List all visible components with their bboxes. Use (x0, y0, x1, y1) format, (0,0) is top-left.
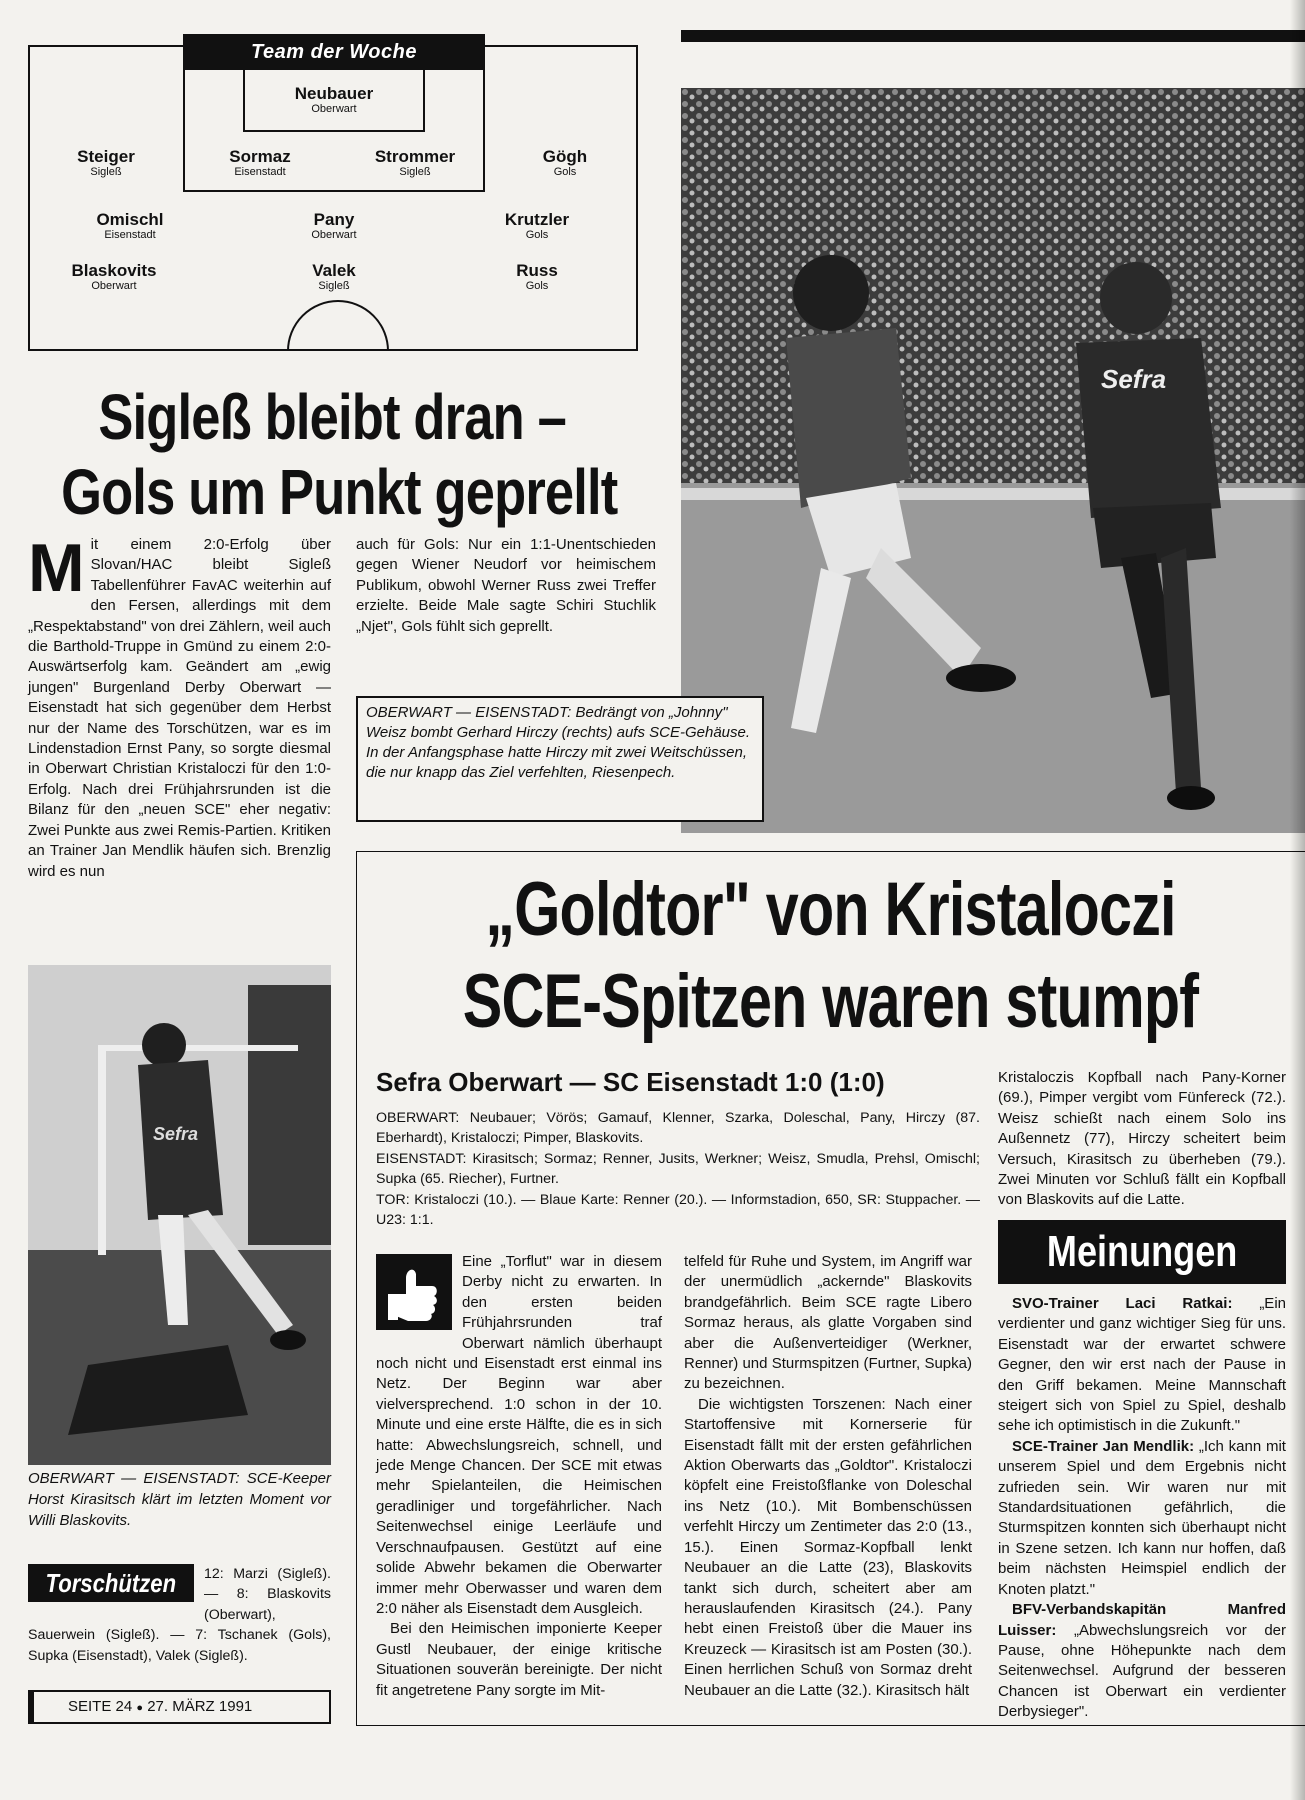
quote-text: „Ein verdienter und ganz wichtiger Sieg für uns. Eisenstadt war der erwartet schwere Gegner, den wir erst nach der Pause in den Griff bekamen. Meine Mannschaft steigert sich von Spiel zu Spiel, deshalb sehe ich optimistisch in die Zukunft." (998, 1295, 1286, 1435)
top-rule (681, 30, 1305, 42)
player-club: Eisenstadt (234, 166, 286, 178)
lineup-oberwart: OBERWART: Neubauer; Vörös; Gamauf, Klenner, Szarka, Doleschal, Pany, Hirczy (87. Eberhardt), Kristaloczi; Pimper, Blaskovits. (376, 1110, 980, 1147)
player-card (264, 210, 404, 242)
quote-text: „Ich kann mit unserem Spiel und dem Ergebnis nicht zufrieden sein. Wir waren nur mit Standardsituationen gefährlich, die Sturmspitzen konnten sich überhaupt nicht in Szene setzen. Ich kann nur hoffen, daß beim nächsten Heimspiel endlich der Knoten platzt." (998, 1437, 1286, 1598)
result-text: Sefra Oberwart — SC Eisenstadt 1:0 (1:0) (376, 1067, 885, 1097)
meinungen-title-box (998, 1220, 1286, 1284)
float-spacer (376, 1252, 462, 1334)
headline-line: „Goldtor" von Kristaloczi (485, 867, 1176, 952)
headline-line: Gols um Punkt geprellt (61, 456, 618, 528)
dropcap: M (28, 530, 85, 606)
meinungen-quotes (998, 1294, 1286, 1723)
player-name: Neubauer (294, 84, 374, 103)
player-club: Oberwart (311, 229, 357, 241)
player-name: Strommer (374, 147, 456, 166)
article1-text-2: auch für Gols: Nur ein 1:1-Unentschieden gegen Wiener Neudorf vor heimischem Publikum, obwohl Werner Russ zwei Treffer erzielte. Beide Male sagte Schiri Stuchlik „Njet", Gols fühlt sich geprellt. (356, 536, 656, 635)
lineups (376, 1108, 980, 1230)
player-card (467, 261, 607, 293)
page-edge-shadow (1290, 0, 1305, 1800)
article2-headline (356, 868, 1305, 952)
player-club: Gols (553, 166, 577, 178)
player-card (60, 210, 200, 242)
player-name: Steiger (77, 147, 135, 166)
player-card (264, 261, 404, 293)
article2-text-p2: Bei den Heimischen imponierte Keeper Gustl Neubauer, der einige kritische Situationen souverän bereinigte. Der nicht fit angetretene Pany sorgte im Mit- (376, 1620, 662, 1699)
article2-text-col2-p2: Die wichtigsten Torszenen: Nach einer Startoffensive mit Kornerserie für Eisenstadt fällt mit der ersten gefährlichen Aktion Oberwarts das „Goldtor". Kristaloczi köpfelt eine Freistoßflanke von Doleschal ins Netz (10.). Mit Bombenschüssen verfehlt Hirczy um Zentimeter das 2:0 (13., 15.). Einen Sormaz-Kopfball lenkt Neubauer an die Latte (23), Blaskovits tankt sich durch, scheitert aber am herauslaufenden Kirasitsch (24.). Pany hebt einen Freistoß über die Mauer ins Kreuzeck — Kirasitsch ist am Posten (30.). Einen herrlichen Schuß von Sormaz dreht Neubauer an die Latte (32.). Kirasitsch hält (684, 1395, 972, 1699)
player-card (44, 261, 184, 293)
player-card (264, 84, 404, 116)
match-photo-small (28, 965, 331, 1465)
quote-speaker: BFV-Verbandskapitän Manfred Luisser: (998, 1601, 1286, 1639)
article1-headline (0, 380, 665, 454)
player-card (36, 147, 176, 179)
match-result (376, 1066, 976, 1098)
player-club: Gols (525, 280, 549, 292)
torschuetzen-title: Torschützen (45, 1568, 177, 1598)
article2-text: Eine „Torflut" war in diesem Derby nicht zu erwarten. In den ersten beiden Frühjahrsrunden traf Oberwart nämlich überhaupt noch nicht und Eisenstadt erst einmal ins Netz. Der Beginn war aber vielversprechend. 1:0 schon in der 10. Minute und eine erste Hälfte, die es in sich hatte: Abwechslungsreich, schnell, und jede Menge Chancen. Der SCE mit etwas mehr Spielanteilen, die Heimischen geradliniger und torgefährlicher. Nach Seitenwechsel einige Leerläufe und Verschnaufpausen. Gestützt auf eine solide Abwehr bekamen die Oberwarter immer mehr Oberwasser und waren dem 2:0 näher als Eisenstadt dem Ausgleich. (376, 1253, 662, 1617)
quote-text: „Abwechslungsreich vor der Pause, ohne Höhepunkte nach dem Seitenwechsel. Aufgrund der besseren Chancen ist Oberwart ein verdienter Derbysieger". (998, 1621, 1286, 1721)
photo-image (681, 88, 1305, 833)
headline-line: SCE-Spitzen waren stumpf (462, 959, 1199, 1044)
article2-headline-2 (356, 960, 1305, 1044)
article1-col2 (356, 535, 656, 637)
player-name: Valek (312, 261, 356, 280)
team-der-woche-title: Team der Woche (183, 34, 485, 70)
player-card (190, 147, 330, 179)
player-name: Gögh (542, 147, 588, 166)
caption-text: OBERWART — EISENSTADT: Bedrängt von „Johnny" Weisz bombt Gerhard Hirczy (rechts) aufs SCE-Gehäuse. In der Anfangsphase hatte Hirczy mit zwei Weitschüssen, die nur knapp das Ziel verfehlten, Riesenpech. (366, 704, 751, 781)
match-info: TOR: Kristaloczi (10.). — Blaue Karte: Renner (20.). — Informstadion, 650, SR: Stuppacher. — U23: 1:1. (376, 1191, 980, 1229)
player-name: Sormaz (229, 147, 291, 166)
player-card (495, 147, 635, 179)
page-footer (28, 1690, 331, 1724)
article1-headline-2 (0, 455, 665, 529)
photo1-caption (356, 696, 764, 822)
quote-speaker: SCE-Trainer Jan Mendlik: (1012, 1437, 1195, 1455)
player-card (345, 147, 485, 179)
article2-text-col2-p1: telfeld für Ruhe und System, im Angriff war der unermüdlich „ackernde" Blaskovits brandgefährlich. Beim SCE ragte Libero Sormaz heraus, als glatte Vorgaben sind aber die Außenverteidiger (Werkner, Renner) und Sturmspitzen (Furtner, Supka) zu bezeichnen. (684, 1253, 972, 1393)
player-name: Pany (313, 210, 355, 229)
article1-text: it einem 2:0-Erfolg über Slovan/HAC bleibt Sigleß Tabellenführer FavAC weiterhin auf den Fersen, allerdings mit dem „Respektabstand" von drei Zählern, weil auch die Barthold-Truppe in Gmünd zu einem 2:0-Auswärtserfolg kam. Geändert am „ewig jungen" Burgenland Derby Oberwart — Eisenstadt hat sich gegenüber dem Herbst nur der Name des Torschützen, war es im Lindenstadion Ernst Pany, so sorgte diesmal in Oberwart Christian Kristaloczi für den 1:0-Erfolg. Nach drei Frühjahrsrunden ist die Bilanz für den „neuen SCE" eher negativ: Zwei Punkte aus zwei Remis-Partien. Kritiken an Trainer Jan Mendlik häufen sich. Brenzlig wird es nun (28, 536, 331, 880)
player-name: Blaskovits (71, 261, 157, 280)
player-club: Sigleß (399, 166, 431, 178)
quote-speaker: SVO-Trainer Laci Ratkai: (1012, 1295, 1233, 1312)
player-club: Sigleß (318, 280, 350, 292)
article2-col1 (376, 1252, 662, 1701)
torschuetzen-list (28, 1564, 331, 1666)
player-club: Oberwart (91, 280, 137, 292)
svg-text:Sefra: Sefra (1101, 364, 1167, 394)
svg-text:Sefra: Sefra (153, 1124, 199, 1144)
player-name: Russ (516, 261, 558, 280)
player-club: Oberwart (311, 103, 357, 115)
torschuetzen-text: 12: Marzi (Sigleß). — 8: Blaskovits (Oberwart), Sauerwein (Sigleß). — 7: Tschanek (Gols), Supka (Eisenstadt), Valek (Sigleß). (28, 1566, 331, 1664)
article1-col1 (28, 530, 331, 882)
photo2-caption (28, 1468, 331, 1531)
photo-image (28, 965, 331, 1465)
issue-date: 27. MÄRZ 1991 (147, 1698, 253, 1715)
article2-col3 (998, 1068, 1286, 1211)
article2-col2 (684, 1252, 972, 1701)
player-club: Gols (525, 229, 549, 241)
article2-text-col3: Kristaloczis Kopfball nach Pany-Korner (69.), Pimper vergibt vom Fünfereck (72.). Weisz schießt nach einem Solo ins Außennetz (77), Hirczy scheitert beim Versuch, Kirasitsch zu überheben (79.). Zwei Minuten vor Schluß fällt ein Kopfball von Blaskovits auf die Latte. (998, 1069, 1286, 1209)
footer-bar (28, 1690, 34, 1724)
headline-line: Sigleß bleibt dran – (98, 381, 567, 453)
player-club: Eisenstadt (104, 229, 156, 241)
player-club: Sigleß (90, 166, 122, 178)
page-number: SEITE 24 (68, 1698, 133, 1715)
meinungen-title: Meinungen (1046, 1227, 1238, 1276)
footer-bullet: ● (136, 1702, 144, 1714)
player-name: Omischl (96, 210, 164, 229)
player-card (467, 210, 607, 242)
match-photo-large (681, 88, 1305, 833)
float-spacer (28, 1564, 204, 1622)
caption-text: OBERWART — EISENSTADT: SCE-Keeper Horst Kirasitsch klärt im letzten Moment vor Willi Blaskovits. (28, 1470, 331, 1529)
lineup-eisenstadt: EISENSTADT: Kirasitsch; Sormaz; Renner, Jusits, Werkner; Weisz, Smudla, Prehsl, Omischl; Supka (65. Riecher), Furtner. (376, 1150, 980, 1188)
player-name: Krutzler (504, 210, 570, 229)
